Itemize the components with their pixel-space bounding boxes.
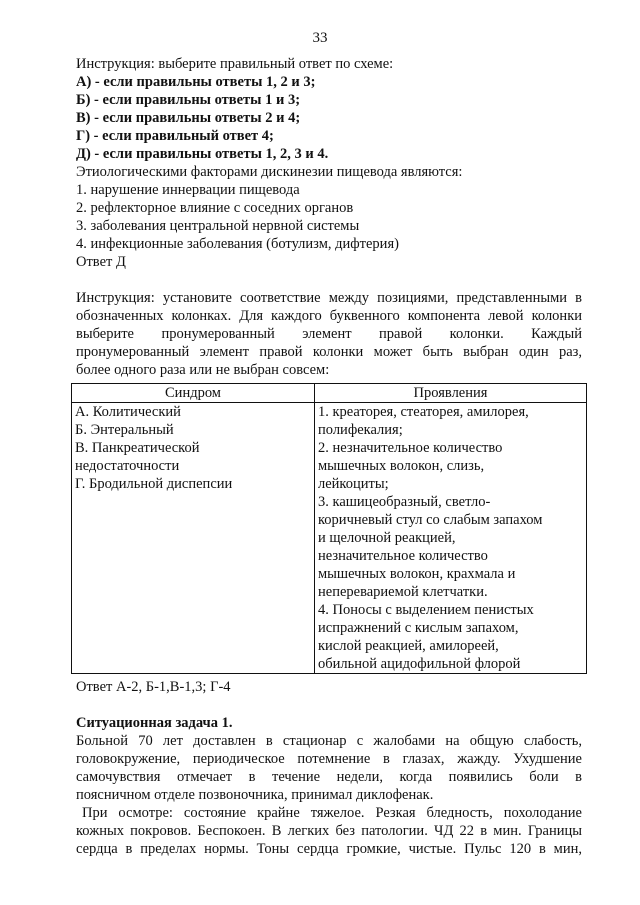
case-text-line: При осмотре: состояние крайне тяжелое. Резкая бледность, похолодание <box>82 805 582 821</box>
question-item: 4. инфекционные заболевания (ботулизм, дифтерия) <box>76 236 399 252</box>
answer-option-b: Б) - если правильны ответы 1 и 3; <box>76 92 301 108</box>
page-number: 33 <box>312 30 328 46</box>
question-stem: Этиологическими факторами дискинезии пищевода являются: <box>76 164 463 180</box>
manifestation-line: испражнений с кислым запахом, <box>318 620 519 636</box>
answer-option-d: Д) - если правильны ответы 1, 2, 3 и 4. <box>76 146 329 162</box>
matching-instruction-line: выберите пронумерованный элемент правой колонки. Каждый <box>76 326 582 342</box>
matching-instruction-line: обозначенных колонках. Для каждого буквенного компонента левой колонки <box>76 308 582 324</box>
matching-table <box>71 383 587 674</box>
manifestation-line: 4. Поносы с выделением пенистых <box>318 602 534 618</box>
case-text-line: Больной 70 лет доставлен в стационар с жалобами на общую слабость, <box>76 733 582 749</box>
manifestation-line: лейкоциты; <box>318 476 389 492</box>
syndrome-item: недостаточности <box>75 458 180 474</box>
case-title: Ситуационная задача 1. <box>76 715 233 731</box>
manifestation-line: мышечных волокон, слизь, <box>318 458 485 474</box>
manifestation-line: неперевариемой клетчатки. <box>318 584 488 600</box>
syndrome-column <box>72 403 315 674</box>
instruction-intro: Инструкция: выберите правильный ответ по схеме: <box>76 56 394 72</box>
matching-answer: Ответ А-2, Б-1,В-1,3; Г-4 <box>76 679 231 695</box>
case-text-line: кожных покровов. Беспокоен. В легких без патологии. ЧД 22 в мин. Границы <box>76 823 582 839</box>
table-header-syndrome: Синдром <box>72 384 315 403</box>
manifestation-line: кислой реакцией, амилореей, <box>318 638 499 654</box>
answer-option-a: А) - если правильны ответы 1, 2 и 3; <box>76 74 316 90</box>
manifestation-line: полифекалия; <box>318 422 403 438</box>
manifestation-line: мышечных волокон, крахмала и <box>318 566 516 582</box>
table-row <box>72 403 587 674</box>
question-item: 2. рефлекторное влияние с соседних органов <box>76 200 354 216</box>
manifestation-line: 3. кашицеобразный, светло- <box>318 494 491 510</box>
matching-instruction-line: Инструкция: установите соответствие между позициями, представленными в <box>76 290 582 306</box>
manifestation-line: коричневый стул со слабым запахом <box>318 512 543 528</box>
question-item: 3. заболевания центральной нервной системы <box>76 218 360 234</box>
table-header-row <box>72 384 587 403</box>
syndrome-item: Б. Энтеральный <box>75 422 174 438</box>
case-text-line: сердца в пределах нормы. Тоны сердца громкие, чистые. Пульс 120 в мин, <box>76 841 582 857</box>
syndrome-item: Г. Бродильной диспепсии <box>75 476 233 492</box>
question-item: 1. нарушение иннервации пищевода <box>76 182 300 198</box>
manifestation-line: обильной ацидофильной флорой <box>318 656 521 672</box>
case-text-line: самочувствия отмечает в течение недели, когда появились боли в <box>76 769 582 785</box>
case-text-line: поясничном отделе позвоночника, принимал диклофенак. <box>76 787 434 803</box>
manifestation-line: 1. креаторея, стеаторея, амилорея, <box>318 404 529 420</box>
syndrome-item: В. Панкреатической <box>75 440 200 456</box>
answer-option-g: Г) - если правильный ответ 4; <box>76 128 274 144</box>
manifestations-column <box>315 403 587 674</box>
manifestation-line: 2. незначительное количество <box>318 440 503 456</box>
matching-instruction-line: пронумерованный элемент правой колонки может быть выбран один раз, <box>76 344 582 360</box>
syndrome-item: А. Колитический <box>75 404 181 420</box>
manifestation-line: незначительное количество <box>318 548 488 564</box>
case-text-line: головокружение, периодическое потемнение в глазах, жажду. Ухудшение <box>76 751 582 767</box>
table-header-manifestations: Проявления <box>315 384 587 403</box>
manifestation-line: и щелочной реакцией, <box>318 530 456 546</box>
answer-option-v: В) - если правильны ответы 2 и 4; <box>76 110 301 126</box>
page-content <box>76 55 582 858</box>
question-answer: Ответ Д <box>76 254 126 270</box>
matching-instruction-line: более одного раза или не выбран совсем: <box>76 362 330 378</box>
